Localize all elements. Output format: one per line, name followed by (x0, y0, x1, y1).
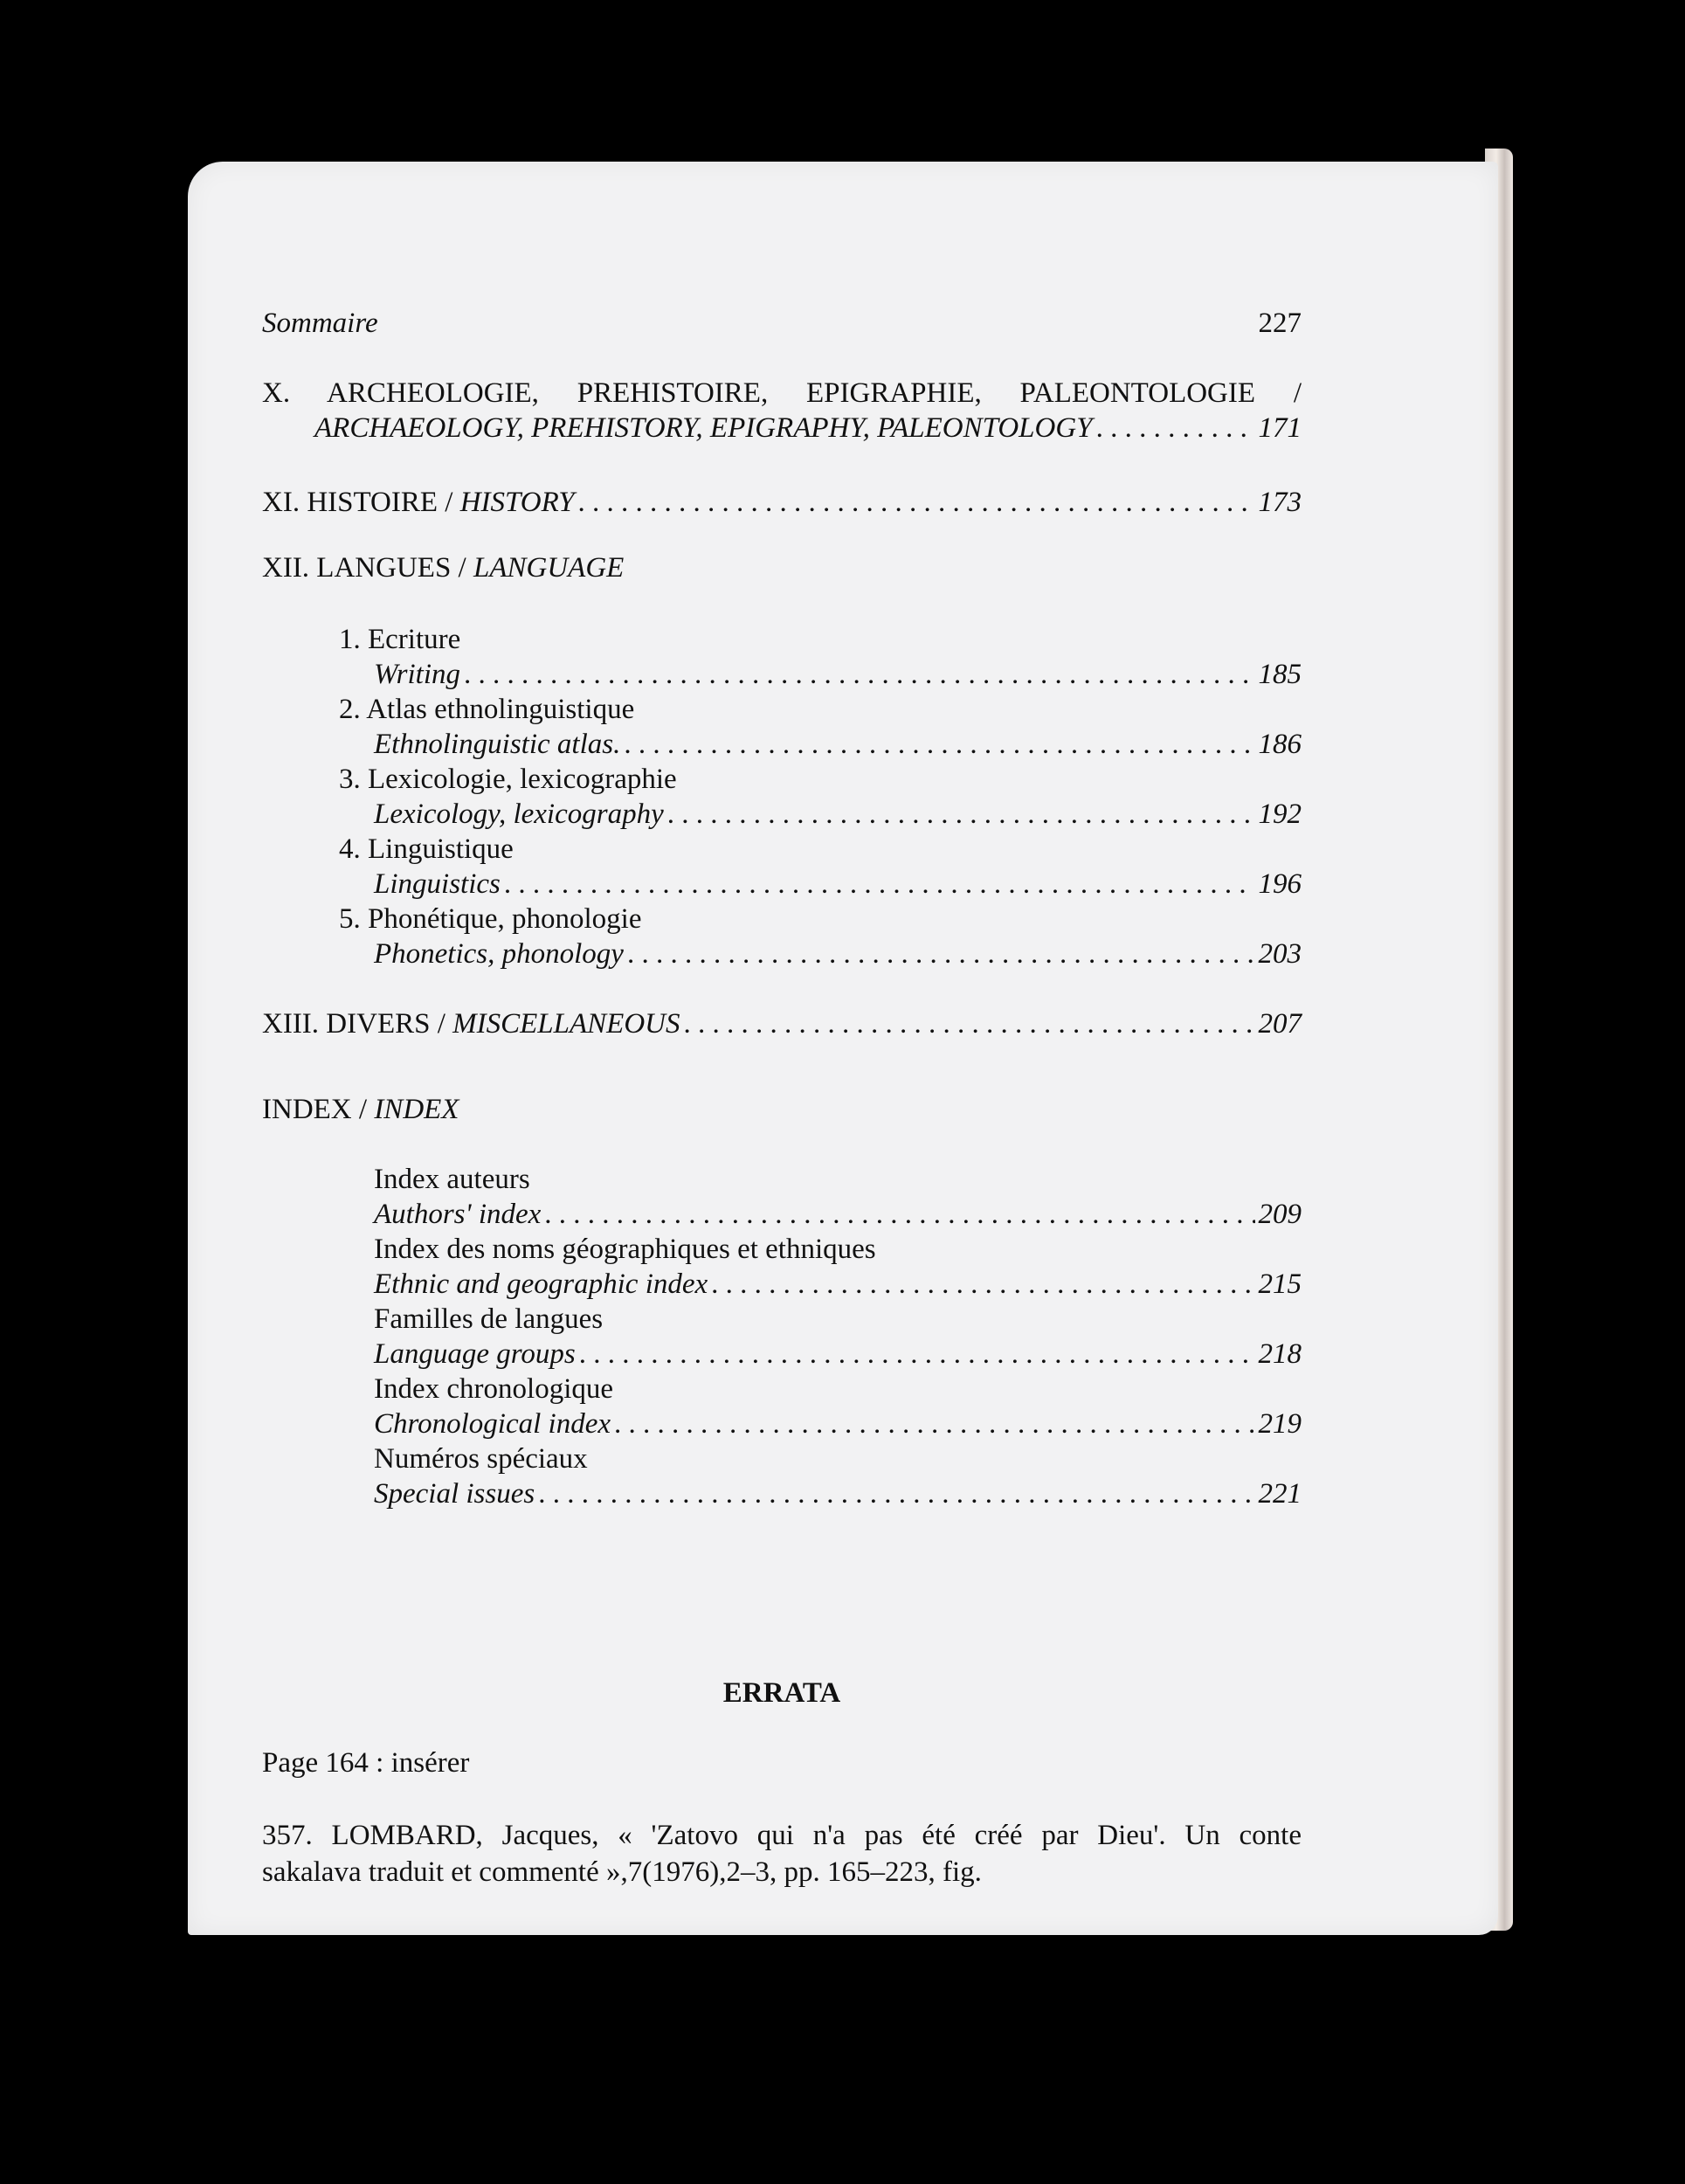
section-x-english: ARCHAEOLOGY, PREHISTORY, EPIGRAPHY, PALEONTOLOGY (314, 412, 1093, 444)
errata-instruction: Page 164 : insérer (262, 1747, 470, 1779)
list-item: Writing . . . 185 (262, 657, 1302, 692)
list-item: Linguistics . . . 196 (262, 867, 1302, 902)
errata-entry-line2: sakalava traduit et commenté »,7(1976),2–3, pp. 165–223, fig. (262, 1856, 982, 1888)
running-header-title: Sommaire (262, 308, 378, 339)
list-item: Special issues . . . 221 (262, 1476, 1302, 1511)
list-item: 1. Ecriture (339, 624, 461, 655)
list-item: Familles de langues (374, 1303, 604, 1335)
section-xiii-page: 207 (1258, 1008, 1302, 1040)
list-item: Ethnolinguistic atlas. . . . 186 (262, 727, 1302, 762)
section-xi-label: XI. HISTOIRE / HISTORY (262, 487, 575, 518)
list-item: Chronological index . . . 219 (262, 1406, 1302, 1441)
page-content (262, 0, 1302, 2184)
section-x-title: X. ARCHEOLOGIE, PREHISTOIRE, EPIGRAPHIE, PALEONTOLOGIE / (262, 377, 1302, 409)
list-item: 3. Lexicologie, lexicographie (339, 764, 677, 795)
leader-dots (684, 1006, 1255, 1041)
leader-dots (578, 485, 1255, 520)
list-item: Numéros spéciaux (374, 1443, 588, 1475)
running-header (262, 306, 1302, 341)
list-item: 4. Linguistique (339, 833, 514, 865)
list-item: Ethnic and geographic index . . . 215 (262, 1267, 1302, 1302)
list-item: Authors' index . . . 209 (262, 1197, 1302, 1232)
section-index-entry (262, 1092, 1302, 1127)
errata-title: ERRATA (722, 1677, 841, 1709)
list-item: Lexicology, lexicography . . . 192 (262, 797, 1302, 832)
section-xiii-label: XIII. DIVERS / MISCELLANEOUS (262, 1008, 680, 1040)
section-index-label: INDEX / INDEX (262, 1094, 459, 1125)
section-x-entry (262, 411, 1302, 446)
errata-entry-line1: 357. LOMBARD, Jacques, « 'Zatovo qui n'a pas été créé par Dieu'. Un conte (262, 1820, 1302, 1851)
page-number: 227 (1258, 308, 1302, 339)
list-item: Index chronologique (374, 1373, 614, 1405)
list-item: 2. Atlas ethnolinguistique (339, 694, 635, 725)
list-item: Phonetics, phonology . . . 203 (262, 936, 1302, 971)
section-xiii-entry (262, 1006, 1302, 1041)
section-xii-entry (262, 550, 1302, 585)
list-item: 5. Phonétique, phonologie (339, 903, 642, 935)
section-x-page: 171 (1258, 412, 1302, 444)
section-xii-label: XII. LANGUES / LANGUAGE (262, 552, 625, 584)
list-item: Language groups . . . 218 (262, 1337, 1302, 1372)
leader-dots (1096, 411, 1255, 446)
section-xi-entry (262, 485, 1302, 520)
list-item: Index des noms géographiques et ethniques (374, 1234, 876, 1265)
section-xi-page: 173 (1258, 487, 1302, 518)
errata-entry (262, 1817, 1302, 1890)
list-item: Index auteurs (374, 1164, 530, 1195)
